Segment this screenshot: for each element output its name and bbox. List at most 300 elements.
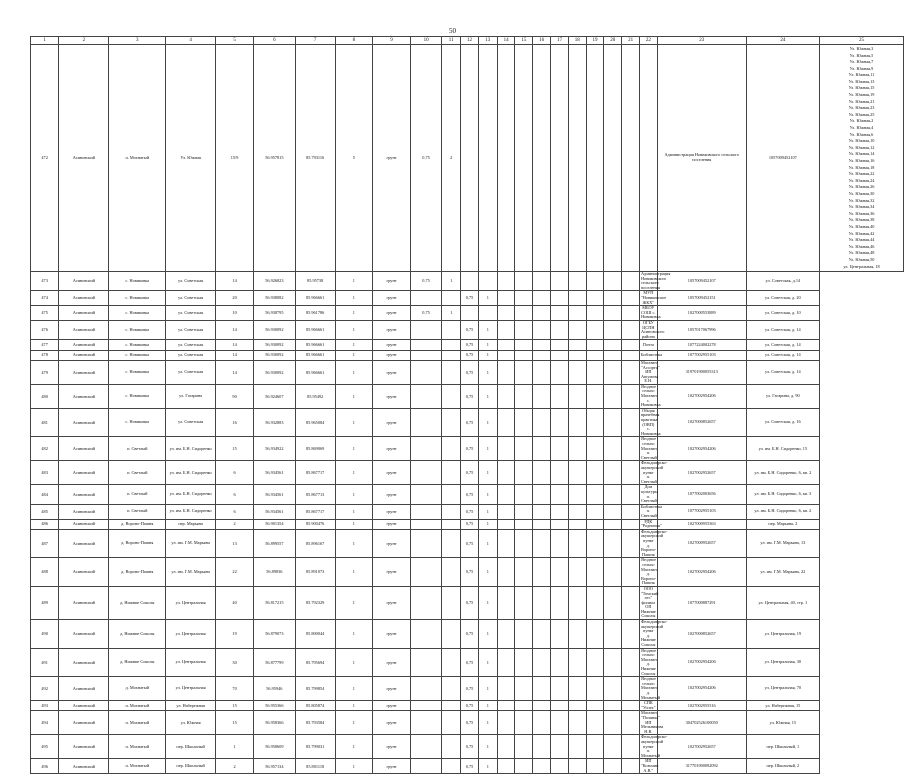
cell-empty [533, 350, 551, 360]
cell-longitude: 85.805874 [295, 701, 335, 711]
cell-empty [533, 620, 551, 649]
cell-col13: 0,75 [461, 485, 479, 504]
cell-district: Асиновский [59, 45, 109, 272]
cell-ogrn: 1027000553889 [657, 306, 746, 321]
cell-empty [604, 384, 622, 408]
cell-col12 [442, 504, 461, 519]
cell-col12: 1 [442, 306, 461, 321]
cell-surface: грунт [373, 701, 411, 711]
served-address: Ул. Южная,12 [848, 144, 875, 150]
cell-col11 [410, 759, 441, 774]
cell-empty [533, 45, 551, 272]
cell-longitude: 85.966661 [295, 350, 335, 360]
cell-col12 [442, 291, 461, 306]
cell-empty [461, 45, 479, 272]
cell-latitude: 56.934561 [253, 504, 295, 519]
cell-address: ул. Советская, д. 14 [746, 320, 819, 339]
cell-address: пер. Школьный, 2 [746, 759, 819, 774]
cell-number: 490 [31, 620, 59, 649]
cell-number: 474 [31, 291, 59, 306]
cell-house: 30 [216, 648, 254, 677]
cell-settlement: п. Мохнатый [109, 701, 166, 711]
cell-empty [622, 384, 640, 408]
cell-empty [586, 45, 604, 272]
cell-col11 [410, 558, 441, 587]
cell-empty [568, 45, 586, 272]
cell-longitude: 85.799031 [295, 735, 335, 759]
cell-latitude: 56.934922 [253, 437, 295, 461]
cell-street: ул. им. Г.М. Марьяна [166, 558, 216, 587]
cell-col8: 1 [335, 291, 373, 306]
cell-col14: 1 [478, 711, 497, 735]
cell-surface: грунт [373, 350, 411, 360]
cell-empty [515, 735, 533, 759]
cell-col11 [410, 408, 441, 437]
cell-street: ул. Южная [166, 711, 216, 735]
served-address: ул. Центральная, 18 [843, 263, 880, 269]
cell-address: ул. Центральная, 30 [746, 648, 819, 677]
cell-district: Асиновский [59, 408, 109, 437]
cell-empty [568, 350, 586, 360]
cell-empty [586, 340, 604, 350]
cell-empty [622, 558, 640, 587]
cell-street: ул. Советская [166, 306, 216, 321]
cell-col8: 1 [335, 350, 373, 360]
served-addresses-list [819, 45, 903, 272]
cell-settlement: д. Нижние Соколы [109, 648, 166, 677]
cell-col14: 1 [478, 677, 497, 701]
cell-empty [604, 408, 622, 437]
page-number: 50 [449, 27, 456, 35]
table-row [31, 701, 904, 711]
served-address: Ул. Южная,22 [848, 171, 875, 177]
cell-settlement: с. Новиковка [109, 408, 166, 437]
cell-number: 486 [31, 519, 59, 529]
column-number-row [31, 37, 904, 45]
table-row [31, 485, 904, 504]
cell-owner: Администрация Новиковского сельского поселения [657, 45, 746, 272]
column-number: 25 [819, 37, 903, 45]
column-number: 5 [216, 37, 254, 45]
cell-empty [568, 384, 586, 408]
cell-empty [533, 648, 551, 677]
cell-empty [533, 485, 551, 504]
cell-col13: 0,75 [461, 711, 479, 735]
cell-settlement: п. Светлый [109, 504, 166, 519]
cell-empty [568, 620, 586, 649]
cell-empty [533, 461, 551, 485]
cell-col14: 1 [478, 360, 497, 384]
cell-settlement: с. Новиковка [109, 384, 166, 408]
cell-empty [568, 291, 586, 306]
cell-empty [551, 759, 569, 774]
cell-owner: ИП "Козьмин А.В." [640, 758, 659, 773]
table-row [31, 586, 904, 619]
cell-empty [515, 408, 533, 437]
cell-street: ул. Центральная [166, 586, 216, 619]
served-address: Ул. Южная,6 [849, 131, 874, 137]
cell-col14: 1 [478, 340, 497, 350]
cell-empty [497, 735, 515, 759]
cell-empty [551, 437, 569, 461]
table-row [31, 45, 904, 272]
cell-empty [568, 437, 586, 461]
cell-empty [622, 504, 640, 519]
cell-empty [586, 735, 604, 759]
column-number: 15 [515, 37, 533, 45]
cell-empty [586, 306, 604, 321]
cell-empty [515, 677, 533, 701]
served-address: Ул. Южная,13 [848, 78, 875, 84]
served-address: Ул. Южная,30 [848, 190, 875, 196]
column-number: 14 [497, 37, 515, 45]
cell-empty [622, 360, 640, 384]
cell-house: 13 [216, 529, 254, 558]
cell-col11 [410, 735, 441, 759]
cell-longitude: 85.966661 [295, 291, 335, 306]
cell-col8: 1 [335, 701, 373, 711]
cell-empty [533, 340, 551, 350]
cell-street: пер. Марьяна [166, 519, 216, 529]
cell-col12 [442, 519, 461, 529]
cell-col8: 1 [335, 735, 373, 759]
cell-empty [586, 586, 604, 619]
cell-empty [622, 350, 640, 360]
cell-surface: грунт [373, 461, 411, 485]
cell-number: 488 [31, 558, 59, 587]
cell-address: ул. им. Б.Н. Сидоренко, 6, кв. 2 [746, 461, 819, 485]
cell-empty [551, 45, 569, 272]
cell-empty [497, 350, 515, 360]
cell-empty [604, 759, 622, 774]
cell-col14: 1 [478, 519, 497, 529]
cell-empty [515, 586, 533, 619]
cell-empty [497, 340, 515, 350]
cell-district: Асиновский [59, 558, 109, 587]
cell-empty [551, 735, 569, 759]
cell-empty [551, 384, 569, 408]
cell-street: ул. Советская [166, 320, 216, 339]
cell-empty [551, 648, 569, 677]
cell-owner: Дом культуры п. Светлый [640, 484, 658, 504]
cell-surface: грунт [373, 408, 411, 437]
cell-longitude: 85.95738 [295, 272, 335, 291]
served-address: Ул. Южная,38 [848, 217, 875, 223]
cell-empty [497, 504, 515, 519]
cell-empty [533, 291, 551, 306]
column-number: 17 [551, 37, 569, 45]
cell-empty [604, 291, 622, 306]
cell-col14 [478, 272, 497, 291]
cell-empty [586, 620, 604, 649]
cell-empty [551, 586, 569, 619]
cell-empty [604, 677, 622, 701]
cell-col8: 1 [335, 320, 373, 339]
cell-number: 479 [31, 360, 59, 384]
cell-empty [586, 291, 604, 306]
cell-col11 [410, 529, 441, 558]
cell-empty [497, 711, 515, 735]
cell-empty [497, 759, 515, 774]
cell-empty [622, 711, 640, 735]
column-number: 19 [586, 37, 604, 45]
cell-empty [568, 504, 586, 519]
cell-col13: 0,75 [461, 648, 479, 677]
cell-col11 [410, 485, 441, 504]
cell-address: ул. Советская, д.14 [746, 272, 819, 291]
cell-empty [622, 461, 640, 485]
cell-street: ул. Советская [166, 350, 216, 360]
cell-empty [551, 711, 569, 735]
cell-latitude: 56.930092 [253, 350, 295, 360]
cell-empty [586, 437, 604, 461]
cell-empty [622, 677, 640, 701]
table-row [31, 711, 904, 735]
cell-col8: 1 [335, 306, 373, 321]
cell-number: 492 [31, 677, 59, 701]
table-row [31, 558, 904, 587]
cell-col12 [442, 735, 461, 759]
cell-street: ул. им. Б.Н. Сидоренко [166, 504, 216, 519]
cell-owner: Фельдшерско-акушерский пункт д. Нижние Соколы [640, 619, 668, 648]
cell-col12 [442, 711, 461, 735]
cell-owner: ОГБУ ЦСПН Асиновского района [640, 319, 665, 339]
cell-col11 [410, 437, 441, 461]
cell-empty [497, 485, 515, 504]
cell-district: Асиновский [59, 272, 109, 291]
cell-empty [497, 306, 515, 321]
cell-col13 [461, 272, 479, 291]
cell-col8: 1 [335, 408, 373, 437]
cell-number: 472 [31, 45, 59, 272]
cell-empty [586, 648, 604, 677]
cell-col11 [410, 291, 441, 306]
table-row [31, 340, 904, 350]
cell-empty [551, 504, 569, 519]
cell-empty [586, 320, 604, 339]
table-row [31, 504, 904, 519]
column-number: 11 [442, 37, 461, 45]
served-address: Ул. Южная,19 [848, 92, 875, 98]
cell-empty [515, 384, 533, 408]
cell-empty [551, 677, 569, 701]
cell-district: Асиновский [59, 461, 109, 485]
cell-empty [497, 272, 515, 291]
cell-number: 477 [31, 340, 59, 350]
cell-ogrn: 317701900082092 [657, 759, 746, 774]
cell-col12 [442, 701, 461, 711]
cell-empty [497, 529, 515, 558]
served-address: Ул. Южная,34 [848, 204, 875, 210]
cell-latitude: 56.957815 [253, 45, 295, 272]
cell-address: ул. Советская, д. 14 [746, 340, 819, 350]
served-address: Ул. Южная,36 [848, 210, 875, 216]
cell-col14: 1 [478, 558, 497, 587]
cell-empty [622, 485, 640, 504]
column-number: 24 [746, 37, 819, 45]
cell-empty [515, 558, 533, 587]
cell-empty [604, 320, 622, 339]
cell-empty [551, 529, 569, 558]
cell-col8: 1 [335, 759, 373, 774]
cell-street: Ул. Южная [166, 45, 216, 272]
cell-settlement: п. Светлый [109, 437, 166, 461]
cell-house: 2 [216, 759, 254, 774]
cell-col11 [410, 711, 441, 735]
cell-empty [568, 711, 586, 735]
cell-street: ул. Набережная [166, 701, 216, 711]
cell-col14: 1 [478, 586, 497, 619]
cell-empty [551, 461, 569, 485]
cell-empty [568, 529, 586, 558]
cell-col12 [442, 677, 461, 701]
cell-empty [515, 291, 533, 306]
column-number: 18 [568, 37, 586, 45]
cell-address: ул. Набережная, 15 [746, 701, 819, 711]
cell-col12 [442, 620, 461, 649]
cell-settlement: с. Новиковка [109, 360, 166, 384]
cell-street: ул. им. Б.Н. Сидоренко [166, 437, 216, 461]
table-row [31, 677, 904, 701]
cell-latitude: 56.879073 [253, 620, 295, 649]
cell-empty [533, 558, 551, 587]
cell-col13: 0,75 [461, 519, 479, 529]
cell-empty [568, 340, 586, 350]
cell-ogrn: 1027002954206 [657, 648, 746, 677]
cell-empty [515, 320, 533, 339]
cell-settlement: д. Нижние Соколы [109, 586, 166, 619]
served-address: Ул. Южная,50 [848, 256, 875, 262]
cell-empty [533, 735, 551, 759]
cell-col11 [410, 384, 441, 408]
table-row [31, 735, 904, 759]
cell-latitude: 56.934561 [253, 461, 295, 485]
cell-empty [622, 291, 640, 306]
cell-owner: Магазин "Ассорти" ИП Ашумова Е.Н. [640, 359, 660, 384]
cell-empty [568, 648, 586, 677]
cell-empty [604, 340, 622, 350]
cell-empty [622, 320, 640, 339]
cell-longitude: 85.867713 [295, 485, 335, 504]
cell-street: ул. Советская [166, 408, 216, 437]
cell-empty [604, 461, 622, 485]
column-number: 23 [657, 37, 746, 45]
cell-col8: 1 [335, 711, 373, 735]
table-row [31, 529, 904, 558]
cell-empty [568, 701, 586, 711]
cell-latitude: 56.934561 [253, 485, 295, 504]
cell-owner: Библиотека [639, 350, 657, 360]
cell-col11 [410, 360, 441, 384]
cell-empty [497, 320, 515, 339]
table-row [31, 519, 904, 529]
cell-empty [568, 586, 586, 619]
cell-district: Асиновский [59, 701, 109, 711]
cell-empty [533, 701, 551, 711]
table-row [31, 350, 904, 360]
served-address: Ул. Южная,23 [848, 105, 875, 111]
cell-house: 40 [216, 586, 254, 619]
cell-empty [515, 701, 533, 711]
cell-col11 [410, 586, 441, 619]
cell-settlement: с. Новиковка [109, 350, 166, 360]
served-address: Ул. Южная,3 [849, 45, 874, 51]
cell-col8: 1 [335, 340, 373, 350]
cell-ogrn: 1057017067996 [657, 320, 746, 339]
cell-house: 14 [216, 272, 254, 291]
served-address: Ул. Южная,25 [848, 111, 875, 117]
cell-empty [533, 759, 551, 774]
cell-district: Асиновский [59, 485, 109, 504]
table-row [31, 437, 904, 461]
cell-district: Асиновский [59, 519, 109, 529]
table-row [31, 291, 904, 306]
table-row [31, 461, 904, 485]
cell-empty [533, 306, 551, 321]
cell-owner: Магазин "Полянка" ИП Мельникова Н.В. [640, 710, 664, 734]
column-number: 8 [335, 37, 373, 45]
cell-longitude: 85.793116 [295, 45, 335, 272]
table-row [31, 320, 904, 339]
cell-district: Асиновский [59, 306, 109, 321]
cell-empty [497, 408, 515, 437]
cell-number: 484 [31, 485, 59, 504]
cell-owner: СПК "Успех" [641, 700, 656, 710]
cell-number: 485 [31, 504, 59, 519]
cell-address: ул. им. Г.М. Марьяна, 22 [746, 558, 819, 587]
cell-empty [586, 701, 604, 711]
cell-ogrn: 1027002954206 [657, 677, 746, 701]
cell-house: 70 [216, 677, 254, 701]
cell-col8: 1 [335, 677, 373, 701]
cell-ogrn: 1027002955516 [657, 701, 746, 711]
cell-settlement: с. Новиковка [109, 272, 166, 291]
cell-empty [622, 340, 640, 350]
cell-empty [568, 677, 586, 701]
cell-address: ул. Советская, д. 14 [746, 360, 819, 384]
cell-district: Асиновский [59, 504, 109, 519]
cell-col11: 0,75 [410, 272, 441, 291]
cell-street: ул. им. Г.М. Марьяна [166, 529, 216, 558]
cell-empty [533, 437, 551, 461]
cell-latitude: 56.955366 [253, 701, 295, 711]
column-number: 4 [166, 37, 216, 45]
cell-col11 [410, 504, 441, 519]
cell-col14: 1 [478, 620, 497, 649]
cell-settlement: п. Мохнатый [109, 759, 166, 774]
cell-latitude: 56.899557 [253, 529, 295, 558]
cell-empty [497, 519, 515, 529]
cell-address: ул. Советская, д. 10 [746, 306, 819, 321]
cell-empty [515, 485, 533, 504]
cell-address: пер. Школьный, 1 [746, 735, 819, 759]
cell-owner: Ягодное сельпо Магазин д. Вороно-Пашня [640, 557, 657, 586]
cell-number: 491 [31, 648, 59, 677]
cell-empty [586, 360, 604, 384]
cell-settlement: п. Мохнатый [109, 735, 166, 759]
cell-empty [604, 711, 622, 735]
cell-empty [639, 45, 657, 272]
cell-empty [622, 45, 640, 272]
cell-empty [515, 360, 533, 384]
cell-col13: 0,75 [461, 586, 479, 619]
cell-surface: грунт [373, 360, 411, 384]
cell-latitude: 56.958366 [253, 711, 295, 735]
cell-col11 [410, 350, 441, 360]
cell-street: ул. Центральная [166, 648, 216, 677]
cell-number: 483 [31, 461, 59, 485]
cell-surface: грунт [373, 504, 411, 519]
